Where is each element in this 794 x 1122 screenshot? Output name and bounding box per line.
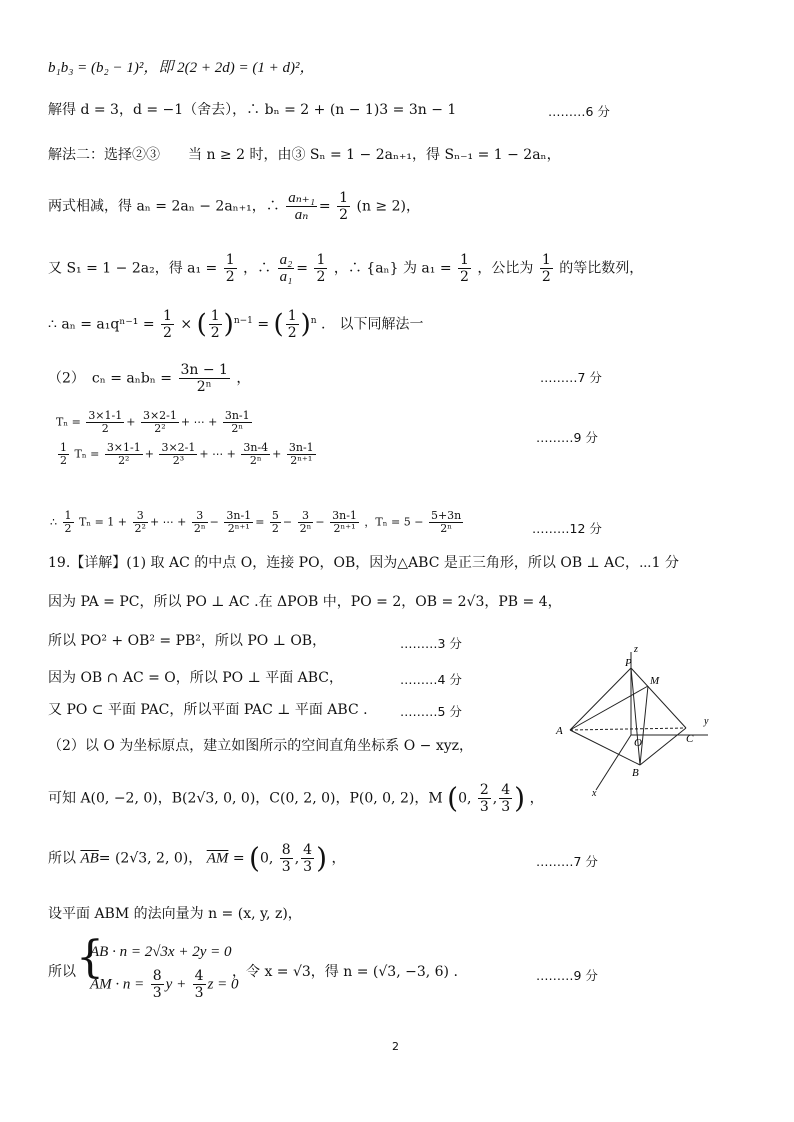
system-eq1: AB · n = 2√3x + 2y = 0 xyxy=(90,944,232,960)
tn-sum: Tₙ = $\frac{3\times 1-1}{2}$ + $\frac{3\times 2-1}{\text{2²}}$ + ⋯ + $\frac{3n-1}{\text{2ⁿ}}$ xyxy=(56,409,250,435)
problem-19-start: 19.【详解】(1) 取 AC 的中点 O，连接 PO，OB，因为△ABC 是正三角形，所以 OB ⊥ AC，⋯1 分 xyxy=(48,555,679,571)
coordinates-line: 可知 A(0, −2, 0)，B(2√3, 0, 0)，C(0, 2, 0)，P(0, 0, 2)，M (0, $\frac{2}{3}$ , $\frac{4}{3}$ ) ， xyxy=(48,781,544,815)
label-z: z xyxy=(634,644,638,655)
label-m: M xyxy=(650,675,660,687)
po-perp-ac: 因为 PA = PC，所以 PO ⊥ AC .在 ΔPOB 中，PO = 2，OB = 2√3，PB = 4， xyxy=(48,594,562,610)
tn-result: ∴ $\frac{1}{2}$ Tₙ = 1 + $\frac{3}{\text{2²}}$ + ⋯ + $\frac{3}{\text{2ⁿ}}$ − $\frac{3n-1}{\text{2ⁿ⁺¹}}$ = $\frac{5}{2}$ − $\frac{3}{\text{2ⁿ}}$ − $\frac{3n-1}{\text{2ⁿ⁺¹}}$ ，Tₙ = 5 − $\frac{5+3n}{\text{2ⁿ}}$ xyxy=(50,509,462,535)
score-4: ………4 分 xyxy=(400,672,462,687)
plane-perp: 又 PO ⊂ 平面 PAC，所以平面 PAC ⊥ 平面 ABC . xyxy=(48,702,368,718)
coordinate-system: （2）以 O 为坐标原点，建立如图所示的空间直角坐标系 O − xyz， xyxy=(48,738,474,754)
normal-vector-result: ，令 x = √3，得 n = (√3, −3, 6) . xyxy=(232,964,458,980)
vectors-line: 所以 $\overline{AB}= (2√3$, 2, 0)， $\overline{AM} = (0$, $\frac{8}{3}$ , $\frac{4}{3}$ ) ， xyxy=(48,841,346,875)
label-o: O xyxy=(634,737,642,749)
label-c: C xyxy=(686,733,694,745)
solve-d: 解得 d = 3，d = −1（舍去），∴ bₙ = 2 + (n − 1)3 = 3n − 1 xyxy=(48,102,457,118)
general-term-line: ∴ aₙ = a₁qⁿ⁻¹ = $\frac{1}{2}$ × ( $\frac{1}{2}$ )$^{n-1}$ = ( $\frac{1}{2}$ )$^n$ . 以下同解法一 xyxy=(48,308,424,341)
system-brace: { xyxy=(76,932,104,983)
label-a: A xyxy=(556,725,563,737)
normal-vector-intro: 设平面 ABM 的法向量为 n = (x, y, z)， xyxy=(48,906,302,922)
label-p: P xyxy=(625,657,632,669)
score-9b: ………9 分 xyxy=(536,968,598,983)
score-7a: ………7 分 xyxy=(540,370,602,385)
score-6: ………6 分 xyxy=(548,104,610,119)
half-tn-sum: $\frac{1}{2}$ Tₙ = $\frac{3\times 1-1}{\text{2²}}$ + $\frac{3\times 2-1}{\text{2³}}$ + ⋯ + $\frac{3n-4}{\text{2ⁿ}}$ + $\frac{3n-1}{\text{2ⁿ⁺¹}}$ xyxy=(60,441,314,467)
ratio-fraction: $\frac{\text{aₙ₊₁}}{\text{aₙ}}$ xyxy=(288,190,315,223)
equation-b1b3: b₁b₃ = (b₂ − 1)²，即 2(2 + 2d) = (1 + d)²， xyxy=(48,60,315,76)
system-label: 所以 xyxy=(48,964,76,980)
system-eq2: AM · n = $\frac{8}{3}$ y + $\frac{4}{3}$ z = 0 xyxy=(90,968,239,1001)
score-12: ………12 分 xyxy=(532,521,602,536)
subtract-line: 两式相减，得 aₙ = 2aₙ − 2aₙ₊₁，∴ $\frac{\text{aₙ₊₁}}{\text{aₙ}}$ = $\frac{1}{2}$ (n ≥ 2)， xyxy=(48,190,420,223)
label-y: y xyxy=(704,716,709,727)
po-perp-plane: 因为 OB ∩ AC = O，所以 PO ⊥ 平面 ABC， xyxy=(48,670,344,686)
initial-term-line: 又 S₁ = 1 − 2a₂，得 a₁ = $\frac{1}{2}$ ，∴ $\frac{\text{a₂}}{\text{a₁}}$ = $\frac{1}{2}$ ，∴ {aₙ} 为 a₁ = $\frac{1}{2}$ ，公比为 $\frac{1}{2}$ 的等比数列， xyxy=(48,252,644,285)
pyramid-figure xyxy=(548,640,724,800)
half-fraction: $\frac{1}{2}$ xyxy=(339,190,349,223)
pythagoras: 所以 PO² + OB² = PB²，所以 PO ⊥ OB， xyxy=(48,633,327,649)
label-x: x xyxy=(592,788,597,799)
score-5: ………5 分 xyxy=(400,704,462,719)
score-9a: ………9 分 xyxy=(536,430,598,445)
label-b: B xyxy=(632,767,639,779)
score-3: ………3 分 xyxy=(400,636,462,651)
cn-line: （2） cₙ = aₙbₙ = $\frac{3n - 1}{\text{2ⁿ}}$ ， xyxy=(48,362,251,395)
score-7b: ………7 分 xyxy=(536,854,598,869)
method-two: 解法二：选择②③ 当 n ≥ 2 时，由③ Sₙ = 1 − 2aₙ₊₁，得 Sₙ₋₁ = 1 − 2aₙ， xyxy=(48,147,561,163)
page-number: 2 xyxy=(392,1040,399,1053)
